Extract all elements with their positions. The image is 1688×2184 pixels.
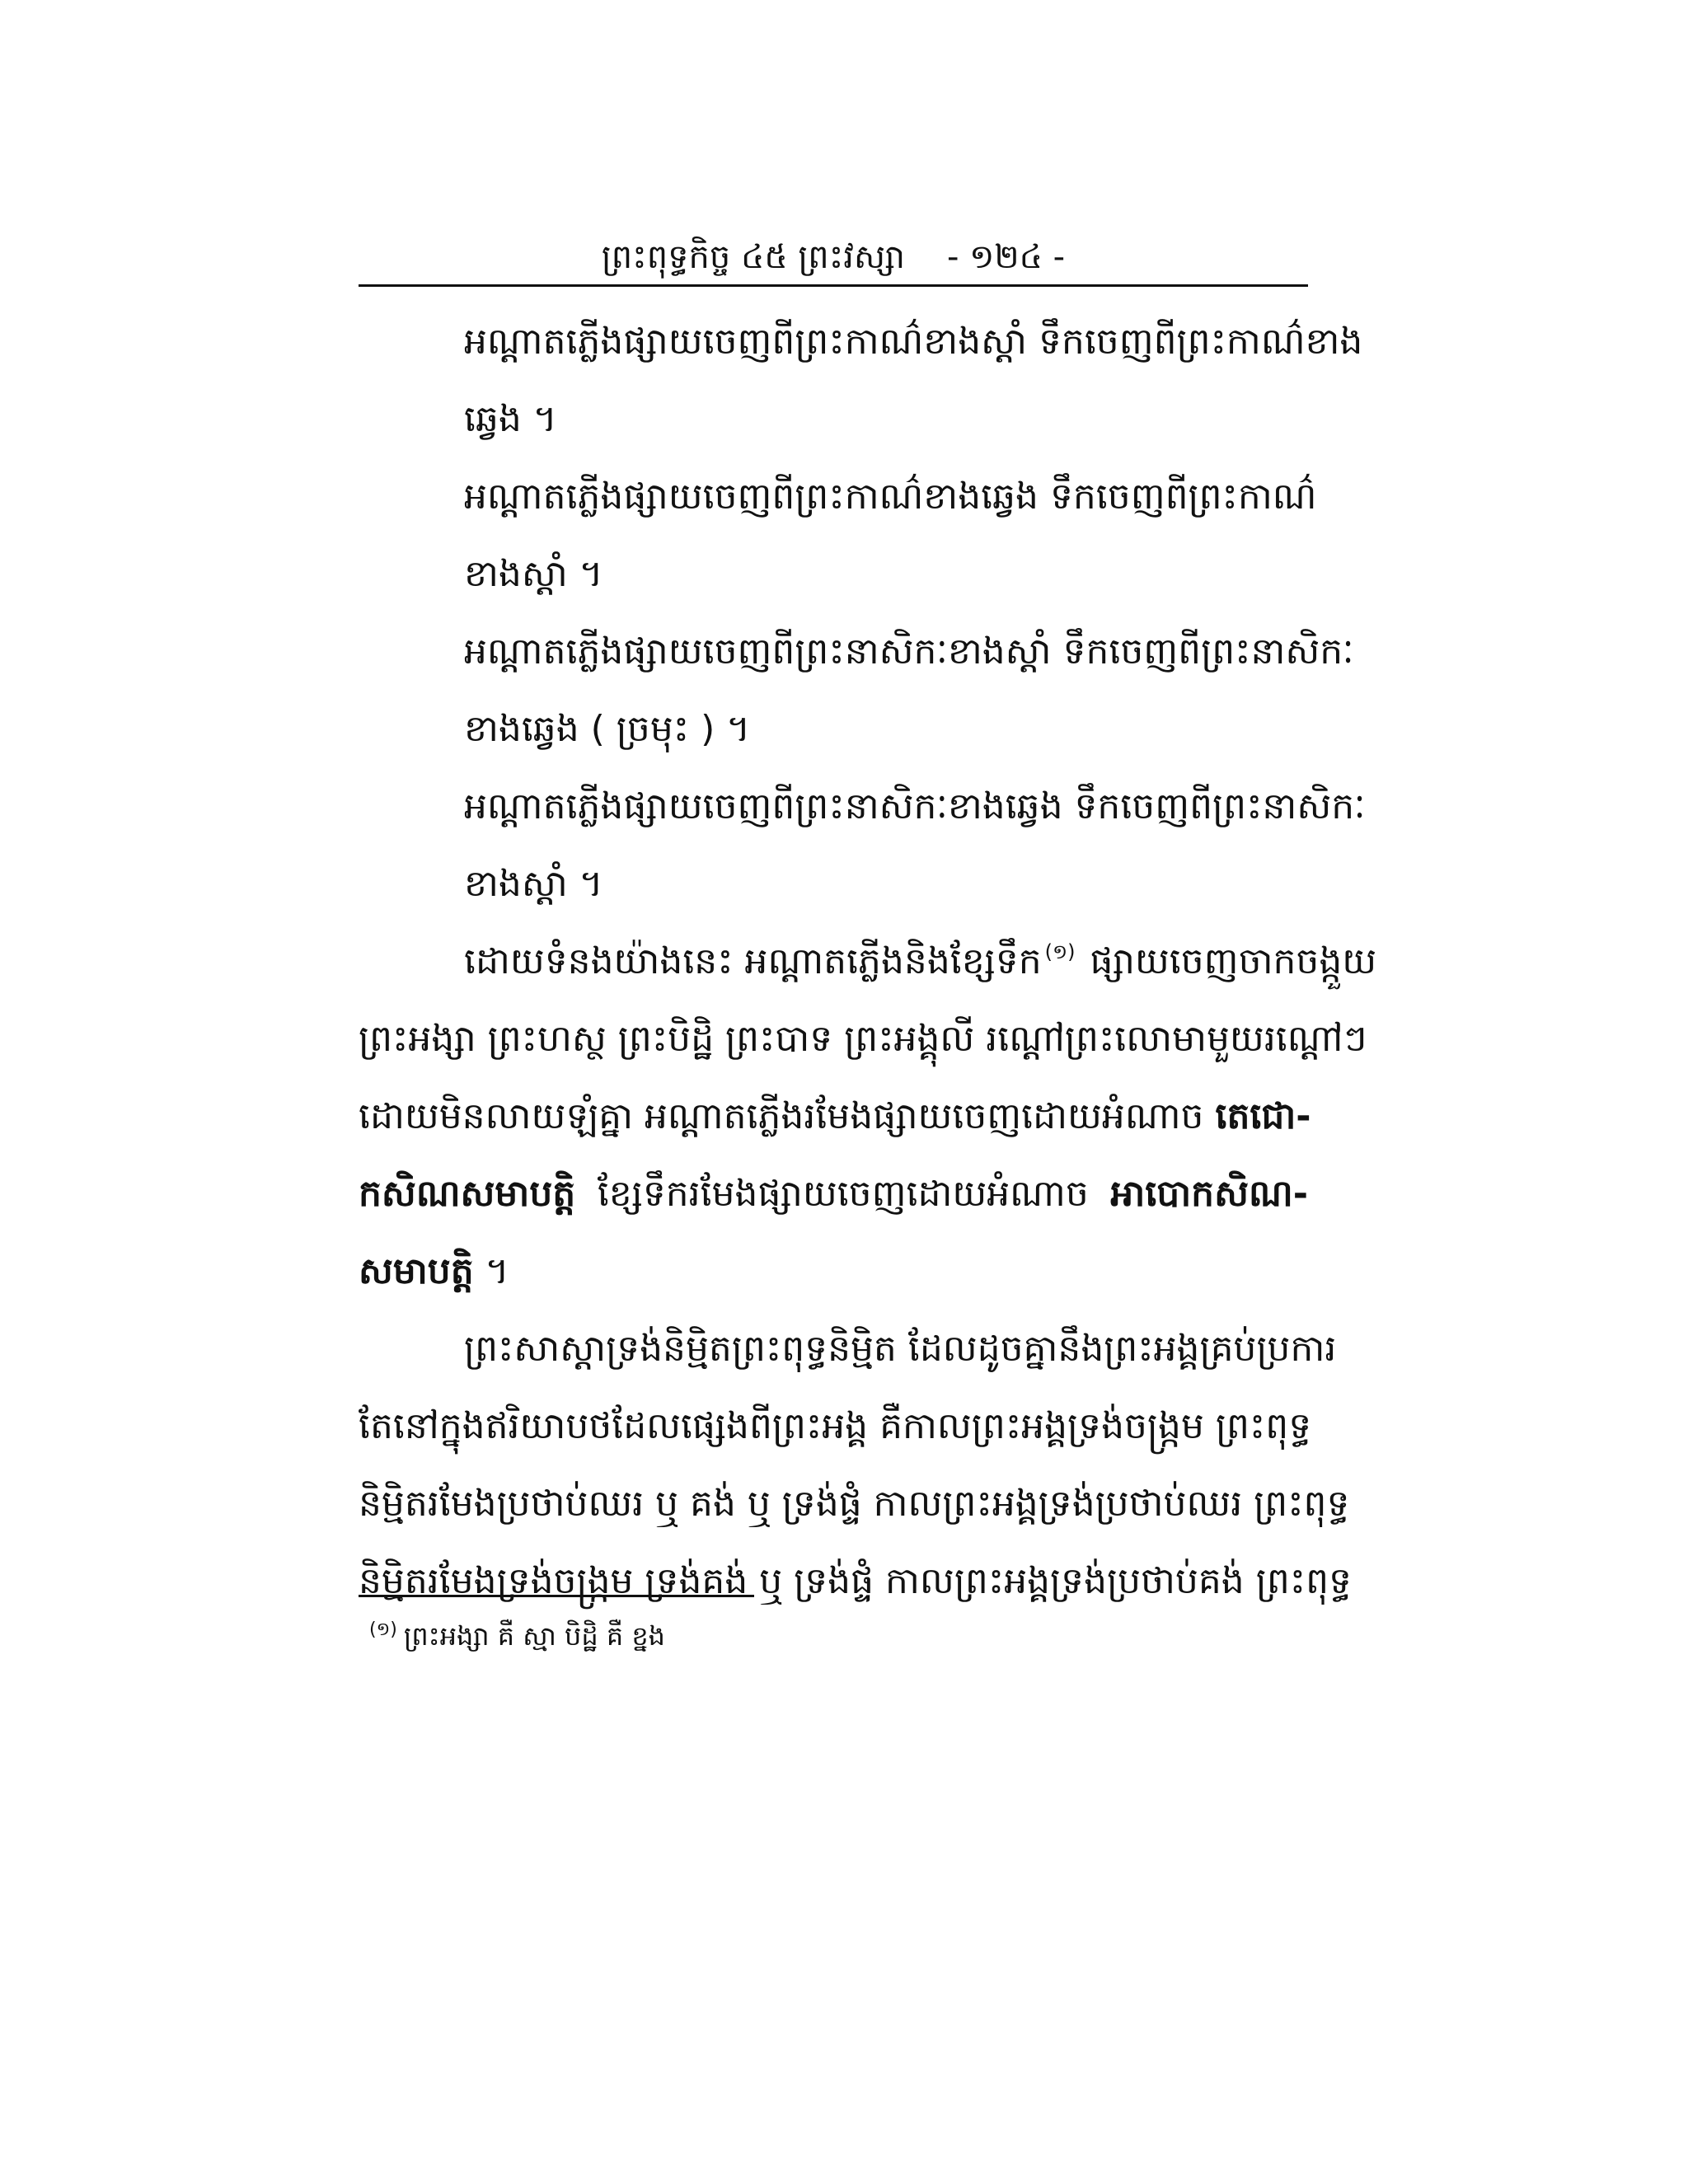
- paragraph-line: [359, 923, 1377, 1001]
- text-line: អណ្តាតភ្លើងផ្សាយចេញពីព្រះនាសិកៈខាងឆ្វេង ទឹកចេញពីព្រះនាសិកៈ: [464, 785, 1366, 827]
- text-span: ដោយទំនងយ៉ាងនេះ អណ្តាតភ្លើងនិងខ្សែទឹក: [464, 940, 1042, 982]
- bold-term: តេជោ-: [1215, 1095, 1311, 1137]
- text-line: អណ្តាតភ្លើងផ្សាយចេញពីព្រះកាណ៌ខាងស្តាំ ទឹកចេញពីព្រះកាណ៌ខាង: [464, 321, 1363, 363]
- text-span: ដោយមិនលាយឡំគ្នា អណ្តាតភ្លើងរមែងផ្សាយចេញដោយអំណាច: [359, 1095, 1204, 1137]
- text-line: អណ្តាតភ្លើងផ្សាយចេញពីព្រះកាណ៌ខាងឆ្វេង ទឹកចេញពីព្រះកាណ៌: [464, 476, 1317, 518]
- paragraph-line: ព្រះសាស្តាទ្រង់និម្មិតព្រះពុទ្ធនិម្មិត ដែលដូចគ្នានឹងព្រះអង្គគ្រប់ប្រការ: [464, 1328, 1337, 1370]
- paragraph-line: ព្រះអង្សា ព្រះហស្ថ ព្រះបិដ្ឋិ ព្រះបាទ ព្រះអង្គុលី រណ្តៅព្រះលោមាមួយរណ្តៅៗ: [359, 1018, 1367, 1060]
- footnote: [369, 1615, 665, 1657]
- text-span: ។: [485, 1250, 509, 1292]
- footnote-rule: [359, 1595, 754, 1597]
- text-line: ខាងស្តាំ ។: [464, 553, 603, 595]
- footnote-reference[interactable]: (១): [1044, 940, 1076, 963]
- text-line: អណ្តាតភ្លើងផ្សាយចេញពីព្រះនាសិកៈខាងស្តាំ ទឹកចេញពីព្រះនាសិកៈ: [464, 630, 1354, 673]
- bold-term: សមាបត្តិ: [359, 1250, 474, 1292]
- header-rule: [359, 284, 1308, 287]
- bold-term: អាបោកសិណ-: [1110, 1173, 1308, 1215]
- paragraph-line: តែនៅក្នុងឥរិយាបថដែលផ្សេងពីព្រះអង្គ គឺកាលព្រះអង្គទ្រង់ចង្ក្រម ព្រះពុទ្ធ: [359, 1405, 1312, 1447]
- paragraph-line: [359, 1233, 1308, 1310]
- bold-term: កសិណសមាបត្តិ: [359, 1173, 576, 1215]
- text-span: ផ្សាយចេញចាកចង្កួយ: [1090, 940, 1377, 982]
- paragraph-line: [359, 1078, 1311, 1155]
- page-number: - ១២៤ -: [946, 238, 1066, 276]
- running-header: [359, 232, 1308, 282]
- paragraph-line: និម្មិតរមែងប្រថាប់ឈរ ឬ គង់ ឬ ទ្រង់ផ្ទំ កាលព្រះអង្គទ្រង់ប្រថាប់ឈរ ព្រះពុទ្ធ: [359, 1483, 1350, 1525]
- header-title: ព្រះពុទ្ធកិច្ច ៤៥ ព្រះវស្សា: [601, 238, 906, 276]
- paragraph-line: និម្មិតរមែងទ្រង់ចង្ក្រម ទ្រង់គង់ ឬ ទ្រង់ផ្ទំ កាលព្រះអង្គទ្រង់ប្រថាប់គង់ ព្រះពុទ្ធ: [359, 1560, 1352, 1602]
- footnote-text: ព្រះអង្សា គឺ ស្មា បិដ្ឋិ គឺ ខ្នង: [403, 1620, 665, 1652]
- text-span: ខ្សែទឹករមែងផ្សាយចេញដោយអំណាច: [597, 1173, 1089, 1215]
- text-line: ឆ្វេង ។: [464, 398, 557, 440]
- page-body: [359, 303, 1377, 1620]
- paragraph-line: [359, 1155, 1308, 1233]
- text-line: ខាងស្តាំ ។: [464, 863, 603, 905]
- footnote-marker: (១): [369, 1619, 397, 1640]
- text-line: ខាងឆ្វេង ( ច្រមុះ ) ។: [464, 708, 751, 750]
